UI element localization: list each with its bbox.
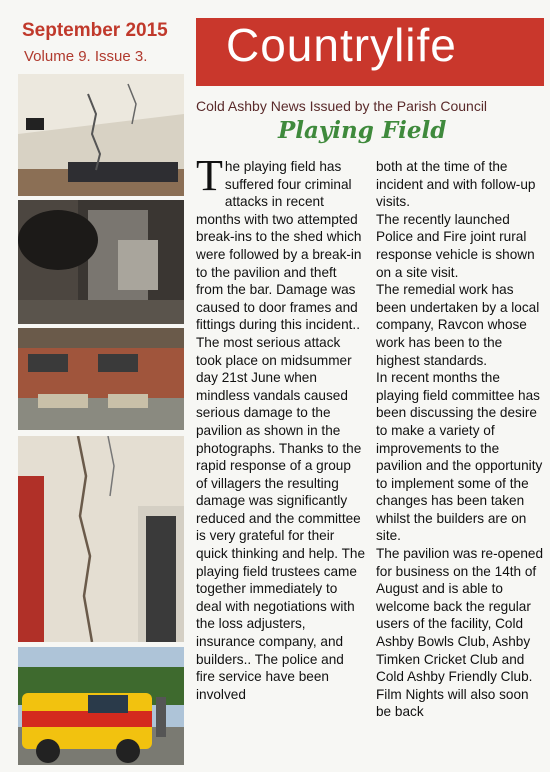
column-2-paragraph: The recently launched Police and Fire joint rural response vehicle is shown on a site visit. bbox=[376, 211, 535, 280]
column-2-paragraph: The pavilion was re-opened for business on the 14th of August and is able to welcome back the regular users of the facility, Cold Ashby Bowls Club, Ashby Timken Cricket Club and Cold Ashby Friendly Club. Film Nights will also soon be back bbox=[376, 546, 544, 720]
drop-cap: T bbox=[196, 151, 223, 200]
column-2-paragraph: both at the time of the incident and with follow-up visits. bbox=[376, 159, 536, 210]
photo-fire-damage bbox=[18, 200, 184, 324]
masthead-subtitle: Cold Ashby News Issued by the Parish Council bbox=[196, 98, 488, 114]
photo-response-vehicle bbox=[18, 647, 184, 765]
column-1-text: he playing field has suffered four criminal attacks in recent months with two attempted break-ins to the shed which were followed by a break-in to the pavilion and theft from the bar. Damage was caused to door frames and fittings during this incident.. The most serious attack took place on midsummer day 21st June when mindless vandals caused serious damage to the pavilion as shown in the photographs. Thanks to the rapid response of a group of villagers the resulting damage was significantly reduced and the committee is very grateful for their quick thinking and help. The playing field trustees came together immediately to deal with negotiations with the loss adjusters, insurance company, and builders.. The police and fire service have been involved bbox=[196, 159, 366, 702]
photo-pavilion-exterior bbox=[18, 328, 184, 430]
article-title: Playing Field bbox=[278, 117, 447, 144]
article-column-2 bbox=[376, 158, 544, 721]
article-column-1 bbox=[196, 151, 366, 703]
masthead-title: Countrylife bbox=[226, 19, 457, 71]
photo-cracked-wall bbox=[18, 436, 184, 642]
column-2-paragraph: In recent months the playing field committee has been discussing the desire to make a variety of improvements to the pavilion and the opportunity to implement some of the changes has been taken whilst the builders are on site. bbox=[376, 370, 543, 544]
column-2-paragraph: The remedial work has been undertaken by a local company, Ravcon whose work has been to the highest standards. bbox=[376, 282, 540, 368]
issue-volume: Volume 9. Issue 3. bbox=[24, 48, 148, 65]
photo-damaged-interior bbox=[18, 74, 184, 196]
issue-date: September 2015 bbox=[22, 20, 168, 41]
